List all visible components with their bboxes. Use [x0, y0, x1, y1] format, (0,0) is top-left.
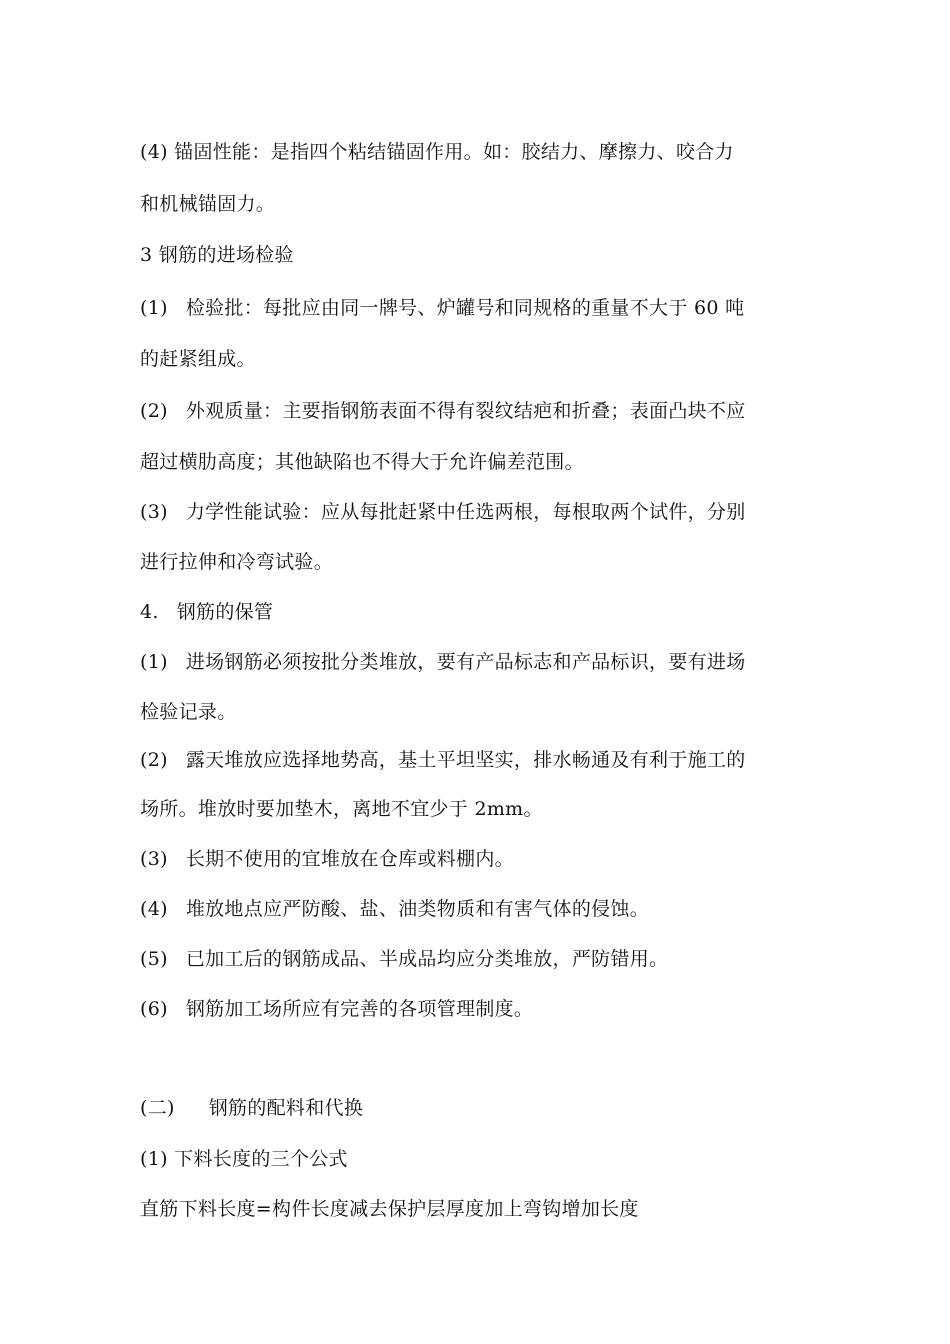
item-number: (二) — [140, 1097, 175, 1119]
paragraph-line — [140, 191, 820, 217]
line-text: 进行拉伸和冷弯试验。 — [140, 551, 334, 573]
item-text: 进场钢筋必须按批分类堆放，要有产品标志和产品标识，要有进场 — [185, 651, 746, 673]
list-item — [140, 295, 820, 321]
item-text: 已加工后的钢筋成品、半成品均应分类堆放，严防错用。 — [185, 948, 669, 970]
paragraph-line — [140, 699, 820, 725]
line-text: (1) 下料长度的三个公式 — [140, 1148, 348, 1170]
item-number: (5) — [140, 948, 168, 970]
line-text: 3 钢筋的进场检验 — [140, 244, 294, 266]
section-heading — [140, 599, 820, 625]
item-text: 钢筋加工场所应有完善的各项管理制度。 — [185, 998, 534, 1020]
item-text: 检验批：每批应由同一牌号、炉罐号和同规格的重量不大于 60 吨 — [185, 297, 745, 319]
paragraph-line — [140, 796, 820, 822]
item-text: 露天堆放应选择地势高，基土平坦坚实，排水畅通及有利于施工的 — [185, 749, 746, 771]
section-heading — [140, 242, 820, 268]
item-text: 长期不使用的宜堆放在仓库或料棚内。 — [185, 848, 514, 870]
list-item — [140, 896, 820, 922]
list-item — [140, 996, 820, 1022]
item-number: (3) — [140, 501, 168, 523]
item-number: (6) — [140, 998, 168, 1020]
item-number: (4) — [140, 898, 168, 920]
list-item — [140, 499, 820, 525]
paragraph-line — [140, 346, 820, 372]
item-text: 力学性能试验：应从每批赶紧中任选两根，每根取两个试件，分别 — [185, 501, 746, 523]
item-number: (2) — [140, 749, 168, 771]
line-text: 和机械锚固力。 — [140, 193, 276, 215]
item-number: (2) — [140, 400, 168, 422]
subsection-heading — [140, 1146, 820, 1172]
line-text: 直筋下料长度=构件长度减去保护层厚度加上弯钩增加长度 — [140, 1198, 639, 1220]
line-text: 钢筋的配料和代换 — [208, 1097, 364, 1119]
item-number: (1) — [140, 297, 168, 319]
list-item — [140, 747, 820, 773]
paragraph-line — [140, 549, 820, 575]
paragraph-line — [140, 139, 820, 165]
item-text: 外观质量：主要指钢筋表面不得有裂纹结疤和折叠；表面凸块不应 — [185, 400, 746, 422]
list-item — [140, 946, 820, 972]
item-number: (3) — [140, 848, 168, 870]
list-item — [140, 846, 820, 872]
line-text: 超过横肋高度；其他缺陷也不得大于允许偏差范围。 — [140, 451, 584, 473]
paragraph-line — [140, 449, 820, 475]
section-heading — [140, 1095, 820, 1121]
item-text: 堆放地点应严防酸、盐、油类物质和有害气体的侵蚀。 — [185, 898, 650, 920]
paragraph-line — [140, 1196, 820, 1222]
line-text: (4) 锚固性能：是指四个粘结锚固作用。如：胶结力、摩擦力、咬合力 — [140, 141, 734, 163]
item-number: 4. — [140, 601, 159, 623]
line-text: 检验记录。 — [140, 701, 237, 723]
list-item — [140, 649, 820, 675]
line-text: 钢筋的保管 — [176, 601, 274, 623]
list-item — [140, 398, 820, 424]
line-text: 场所。堆放时要加垫木，离地不宜少于 2mm。 — [140, 798, 543, 820]
line-text: 的赶紧组成。 — [140, 348, 256, 370]
item-number: (1) — [140, 651, 168, 673]
